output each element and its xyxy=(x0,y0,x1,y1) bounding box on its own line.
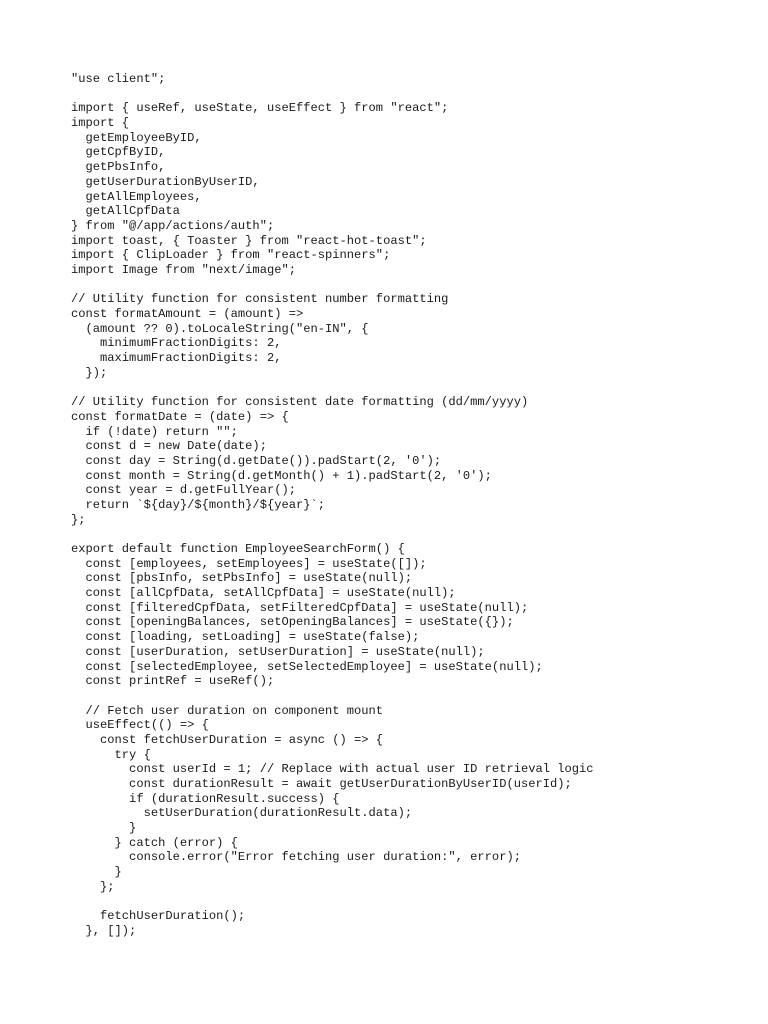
code-line: "use client"; xyxy=(71,72,166,86)
code-line: minimumFractionDigits: 2, xyxy=(71,336,282,351)
code-line: }; xyxy=(71,879,115,894)
code-line xyxy=(71,278,751,293)
code-line: } xyxy=(71,821,137,836)
code-line: } from "@/app/actions/auth"; xyxy=(71,218,275,233)
code-line: console.error("Error fetching user duration:", error); xyxy=(71,850,521,865)
code-line: const d = new Date(date); xyxy=(71,439,267,454)
code-line: (amount ?? 0).toLocaleString("en-IN", { xyxy=(71,321,369,336)
code-line: const userId = 1; // Replace with actual user ID retrieval logic xyxy=(71,762,594,777)
code-line: const [allCpfData, setAllCpfData] = useState(null); xyxy=(71,586,456,601)
code-line: export default function EmployeeSearchForm() { xyxy=(71,542,405,556)
code-listing xyxy=(71,72,751,939)
code-line: getPbsInfo, xyxy=(71,160,166,175)
code-line: const [pbsInfo, setPbsInfo] = useState(null); xyxy=(71,571,413,586)
code-line: } catch (error) { xyxy=(71,835,238,850)
code-line: getCpfByID, xyxy=(71,145,166,160)
code-line: const month = String(d.getMonth() + 1).padStart(2, '0'); xyxy=(71,468,492,483)
code-line xyxy=(71,527,751,542)
code-line: const [openingBalances, setOpeningBalances] = useState({}); xyxy=(71,615,514,630)
code-line: import { useRef, useState, useEffect } from "react"; xyxy=(71,101,449,116)
code-line: if (!date) return ""; xyxy=(71,424,238,439)
code-line: try { xyxy=(71,747,151,762)
code-line: }; xyxy=(71,512,86,527)
code-line: maximumFractionDigits: 2, xyxy=(71,351,282,366)
code-line: getUserDurationByUserID, xyxy=(71,174,260,189)
code-line xyxy=(71,380,751,395)
code-line xyxy=(71,689,751,704)
code-line: import toast, { Toaster } from "react-hot-toast"; xyxy=(71,233,427,248)
code-line: getEmployeeByID, xyxy=(71,130,202,145)
code-line: getAllEmployees, xyxy=(71,189,202,204)
code-line: const [loading, setLoading] = useState(false); xyxy=(71,630,420,645)
code-line: const formatAmount = (amount) => xyxy=(71,307,304,321)
code-line: } xyxy=(71,865,122,880)
code-line: const [employees, setEmployees] = useState([]); xyxy=(71,556,427,571)
code-line: const formatDate = (date) => { xyxy=(71,409,289,424)
code-line: const year = d.getFullYear(); xyxy=(71,483,296,498)
code-line: const durationResult = await getUserDurationByUserID(userId); xyxy=(71,777,572,791)
code-line: import Image from "next/image"; xyxy=(71,262,296,277)
code-line xyxy=(71,895,751,910)
code-line: fetchUserDuration(); xyxy=(71,909,246,924)
code-line: const fetchUserDuration = async () => { xyxy=(71,732,384,747)
code-line: import { xyxy=(71,116,130,131)
code-line: getAllCpfData xyxy=(71,204,180,219)
code-line: return `${day}/${month}/${year}`; xyxy=(71,497,326,512)
code-line: }, []); xyxy=(71,923,137,938)
code-line: // Utility function for consistent number formatting xyxy=(71,292,449,307)
code-line: // Fetch user duration on component mount xyxy=(71,703,384,718)
code-line: const day = String(d.getDate()).padStart(2, '0'); xyxy=(71,453,442,468)
code-line: const [userDuration, setUserDuration] = useState(null); xyxy=(71,644,485,659)
code-line: import { ClipLoader } from "react-spinners"; xyxy=(71,248,391,263)
code-line: }); xyxy=(71,365,108,380)
code-line: const printRef = useRef(); xyxy=(71,674,275,689)
code-line xyxy=(71,87,751,102)
code-line: useEffect(() => { xyxy=(71,718,209,733)
code-line: if (durationResult.success) { xyxy=(71,791,340,806)
code-line: // Utility function for consistent date formatting (dd/mm/yyyy) xyxy=(71,395,529,410)
code-line: const [filteredCpfData, setFilteredCpfData] = useState(null); xyxy=(71,600,529,615)
code-line: setUserDuration(durationResult.data); xyxy=(71,806,413,821)
code-line: const [selectedEmployee, setSelectedEmployee] = useState(null); xyxy=(71,659,543,674)
